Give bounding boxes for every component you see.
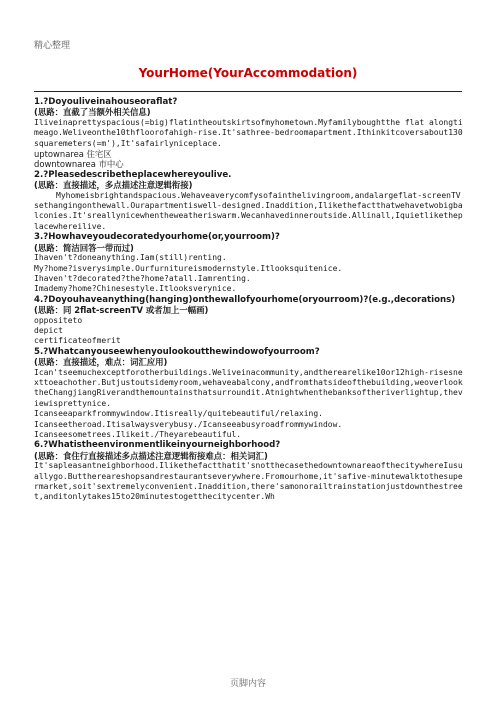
- document-title: YourHome(YourAccommodation): [138, 66, 358, 80]
- answer-5: Ican'tseemuchexceptforotherbuildings.Weliveinacommunity,andtherearelike10or12high-risesnexttoeachother.Butjustoutsidemyroom,wehaveabalcony,andfromthatsideofthebuilding,weoverlooktheChangjiangRiverandthemountainsthatsurroundit.Atnightwhenthebanksoftheriverlightup,theviewisprettynice.: [34, 367, 463, 408]
- vocab-1-uptown: uptownarea 住宅区: [34, 149, 112, 160]
- vocab-4-item: oppositeto: [34, 315, 83, 325]
- hint-6: (思路：食住行直接描述多点描述注意逻辑衔接难点：相关词汇): [34, 450, 268, 461]
- question-3: 3.?Howhaveyoudecoratedyourhome(or,yourroom)?: [34, 232, 280, 243]
- vocab-4-item: depict: [34, 325, 63, 335]
- question-6: 6.?Whatistheenvironmentlikeinyourneighborhood?: [34, 440, 281, 451]
- answer-5-line: Icanseeaparkfrommywindow.Itisreally/quitebeautiful/relaxing.: [34, 409, 323, 419]
- answer-3-line: Ihaven't?decorated?the?home?atall.Iamrenting.: [34, 273, 251, 283]
- answer-3-line: My?home?isverysimple.Ourfurnitureismodernstyle.Itlooksquitenice.: [34, 263, 343, 273]
- answer-1: Iliveinaprettyspacious(=big)flatintheoutskirtsofmyhometown.Myfamilyboughtthe flat alongtimeago.Weliveonthe10thfloorofahigh-rise.It'sathree-bedroomapartment.Ithinkitcoversabout130squaremeters(=m'),It'safairlyniceplace.: [34, 117, 463, 148]
- hint-4: (思路：同 2flat-screenTV 或者加上一幅画): [34, 305, 209, 316]
- vocab-4-item: certificateofmerit: [34, 336, 121, 346]
- answer-2: Myhomeisbrightandspacious.Wehaveaverycomfysofainthelivingroom,andalargeflat-screenTVsethangingonthewall.Ourapartmentiswell-designed.Inaddition,Ilikethefactthatwehavetwobigbalconies.It'sreallynicewhentheweatheriswarm.Wecanhavedinneroutside.Allinall,Iquietliketheplacewhereilive.: [34, 190, 463, 231]
- question-1: 1.?Doyouliveinahouseoraflat?: [34, 97, 178, 107]
- answer-5-line: Icanseetheroad.Itisalwaysverybusy./Icanseeabusyroadfrommywindow.: [34, 419, 343, 429]
- vocab-1-downtown: downtownarea 市中心: [34, 159, 124, 170]
- hint-5: (思路：直接描述，难点：词汇应用): [34, 357, 168, 368]
- hint-2: (思路：直接描述，多点描述注意逻辑衔接): [34, 180, 193, 191]
- hint-1: (思路：直截了当额外相关信息): [34, 107, 151, 118]
- question-4: 4.?Doyouhaveanything(hanging)onthewallofyourhome(oryourroom)?(e.g.,decorations): [34, 294, 456, 305]
- hint-3: (思路：简洁回答一带而过): [34, 242, 134, 253]
- question-5: 5.?Whatcanyouseewhenyoulookoutthewindowofyourroom?: [34, 346, 320, 357]
- page-footer: 页脚内容: [229, 679, 266, 689]
- answer-3-line: Ihaven't?doneanything.Iam(still)renting.: [34, 253, 227, 263]
- question-2: 2.?Pleasedescribetheplacewhereyoulive.: [34, 169, 232, 180]
- answer-5-line: Icanseesometrees.Ilikeit./Theyarebeautiful.: [34, 430, 242, 439]
- title-divider: [34, 91, 462, 92]
- page-header: 精心整理: [34, 41, 71, 51]
- answer-6: It'sapleasantneighborhood.Ilikethefactthatit'snotthecasethedowntownareaofthecitywhereIusuallygo.Butthereareshopsandrestaurantseverywhere.Fromourhome,it'safive-minutewalktothesupermarket,soit'sextremelyconvenient.Inaddition,there'samonorailtrainstationjustdownthestreet,anditonlytakes15to20minutestogetthecitycenter.Wh: [34, 461, 463, 502]
- document-body: [34, 97, 464, 503]
- answer-3-line: Imademy?home?Chinesestyle.Itlooksverynice.: [34, 284, 237, 294]
